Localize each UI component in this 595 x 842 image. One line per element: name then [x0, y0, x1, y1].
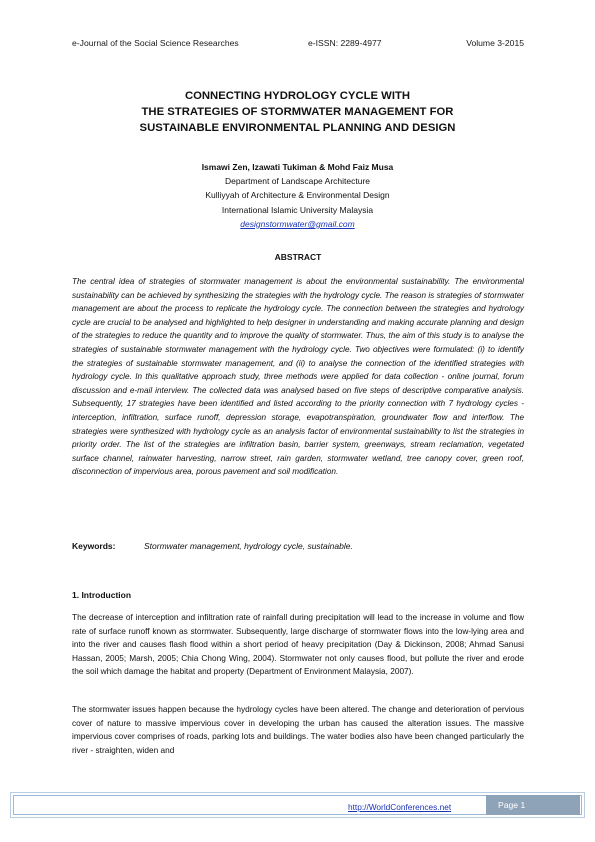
title-line-1: CONNECTING HYDROLOGY CYCLE WITH — [184, 90, 411, 102]
author-email-link[interactable]: designstormwater@gmail.com — [240, 218, 355, 229]
author-kulliyyah: Kulliyyah of Architecture & Environmental Design — [205, 190, 390, 201]
footer-website-link[interactable]: http://WorldConferences.net — [348, 802, 452, 812]
page-footer — [10, 792, 585, 818]
abstract-heading: ABSTRACT — [274, 252, 322, 262]
journal-name: e-Journal of the Social Science Researches — [72, 38, 239, 48]
title-line-2: THE STRATEGIES OF STORMWATER MANAGEMENT FOR — [141, 106, 454, 118]
author-university: International Islamic University Malaysia — [221, 204, 374, 215]
introduction-paragraph-2: The stormwater issues happen because the hydrology cycles have been altered. The change and deterioration of pervious cover of nature to massive impervious cover in developing the urban has caused the alteration issues. The massive impervious cover comprises of roads, parking lots and buildings. The water bodies also have been changed particularly the river - straighten, widen and — [72, 704, 524, 755]
page-number: Page 1 — [486, 795, 580, 815]
keywords-label: Keywords: — [72, 541, 116, 551]
issn-label: e-ISSN: 2289-4977 — [308, 38, 382, 48]
title-line-3: SUSTAINABLE ENVIRONMENTAL PLANNING AND DESIGN — [139, 122, 456, 134]
keywords-text: Stormwater management, hydrology cycle, sustainable. — [144, 541, 353, 551]
section-heading-introduction: 1. Introduction — [72, 590, 132, 600]
running-header — [72, 38, 524, 52]
keywords-line — [72, 541, 524, 551]
author-department: Department of Landscape Architecture — [224, 176, 371, 187]
volume-label: Volume 3-2015 — [466, 38, 524, 48]
paper-title — [60, 88, 535, 136]
introduction-paragraph-1: The decrease of interception and infiltration rate of rainfall during precipitation will lead to the increase in volume and flow rate of surface runoff known as stormwater. Subsequently, large discharge of stormwater flows into the low-lying area and into the river and causes flash flood within a short period of heavy precipitation (Day & Dickinson, 2008; Ahmad Sanusi Hassan, 2005; Marsh, 2005; Chia Chong Wing, 2004). Stormwater not only causes flood, but pollute the river and erode the soil which damage the habitat and property (Department of Environment Malaysia, 2007). — [72, 612, 524, 677]
author-block — [60, 160, 535, 231]
author-names: Ismawi Zen, Izawati Tukiman & Mohd Faiz Musa — [201, 162, 394, 172]
abstract-body: The central idea of strategies of stormwater management is about the environmental sustainability. The environmental sustainability can be achieved by synthesizing the strategies with the hydrology cycle. The reason is strategies of stormwater management are about the process to replicate the hydrology cycle. The connection between the strategies and hydrology cycle are crucial to be analysed and highlighted to help designer in understanding and making accurate planning and design of the strategies to reduce the quantity and to improve the quality of stormwater. Thus, the aim of this study is to analyse the strategies of sustainable stormwater management with the hydrology cycle. Two objectives were formulated: (i) to identify the strategies of sustainable stormwater management, and (ii) to analyse the connection of the identified strategies with hydrology cycle. In this qualitative approach study, three methods were applied for data collection - online journal, forum discussion and e-mail interview. The collected data was analysed based on five steps of descriptive comparative analysis. Subsequently, 17 strategies have been identified and listed according to the priority connection with 7 hydrology cycles - interception, infiltration, surface runoff, depression storage, evapotranspiration, groundwater flow and interflow. The strategies were synthesized with hydrology cycle as an analysis factor of environmental sustainability to list the strategies in priority order. The list of the strategies are infiltration basin, barrier system, greenways, stream reclamation, vegetated surface channel, rainwater harvesting, narrow street, rain garden, stormwater wetland, tree canopy cover, green roof, disconnection of impervious area, porous pavement and soil modification. — [72, 277, 524, 477]
